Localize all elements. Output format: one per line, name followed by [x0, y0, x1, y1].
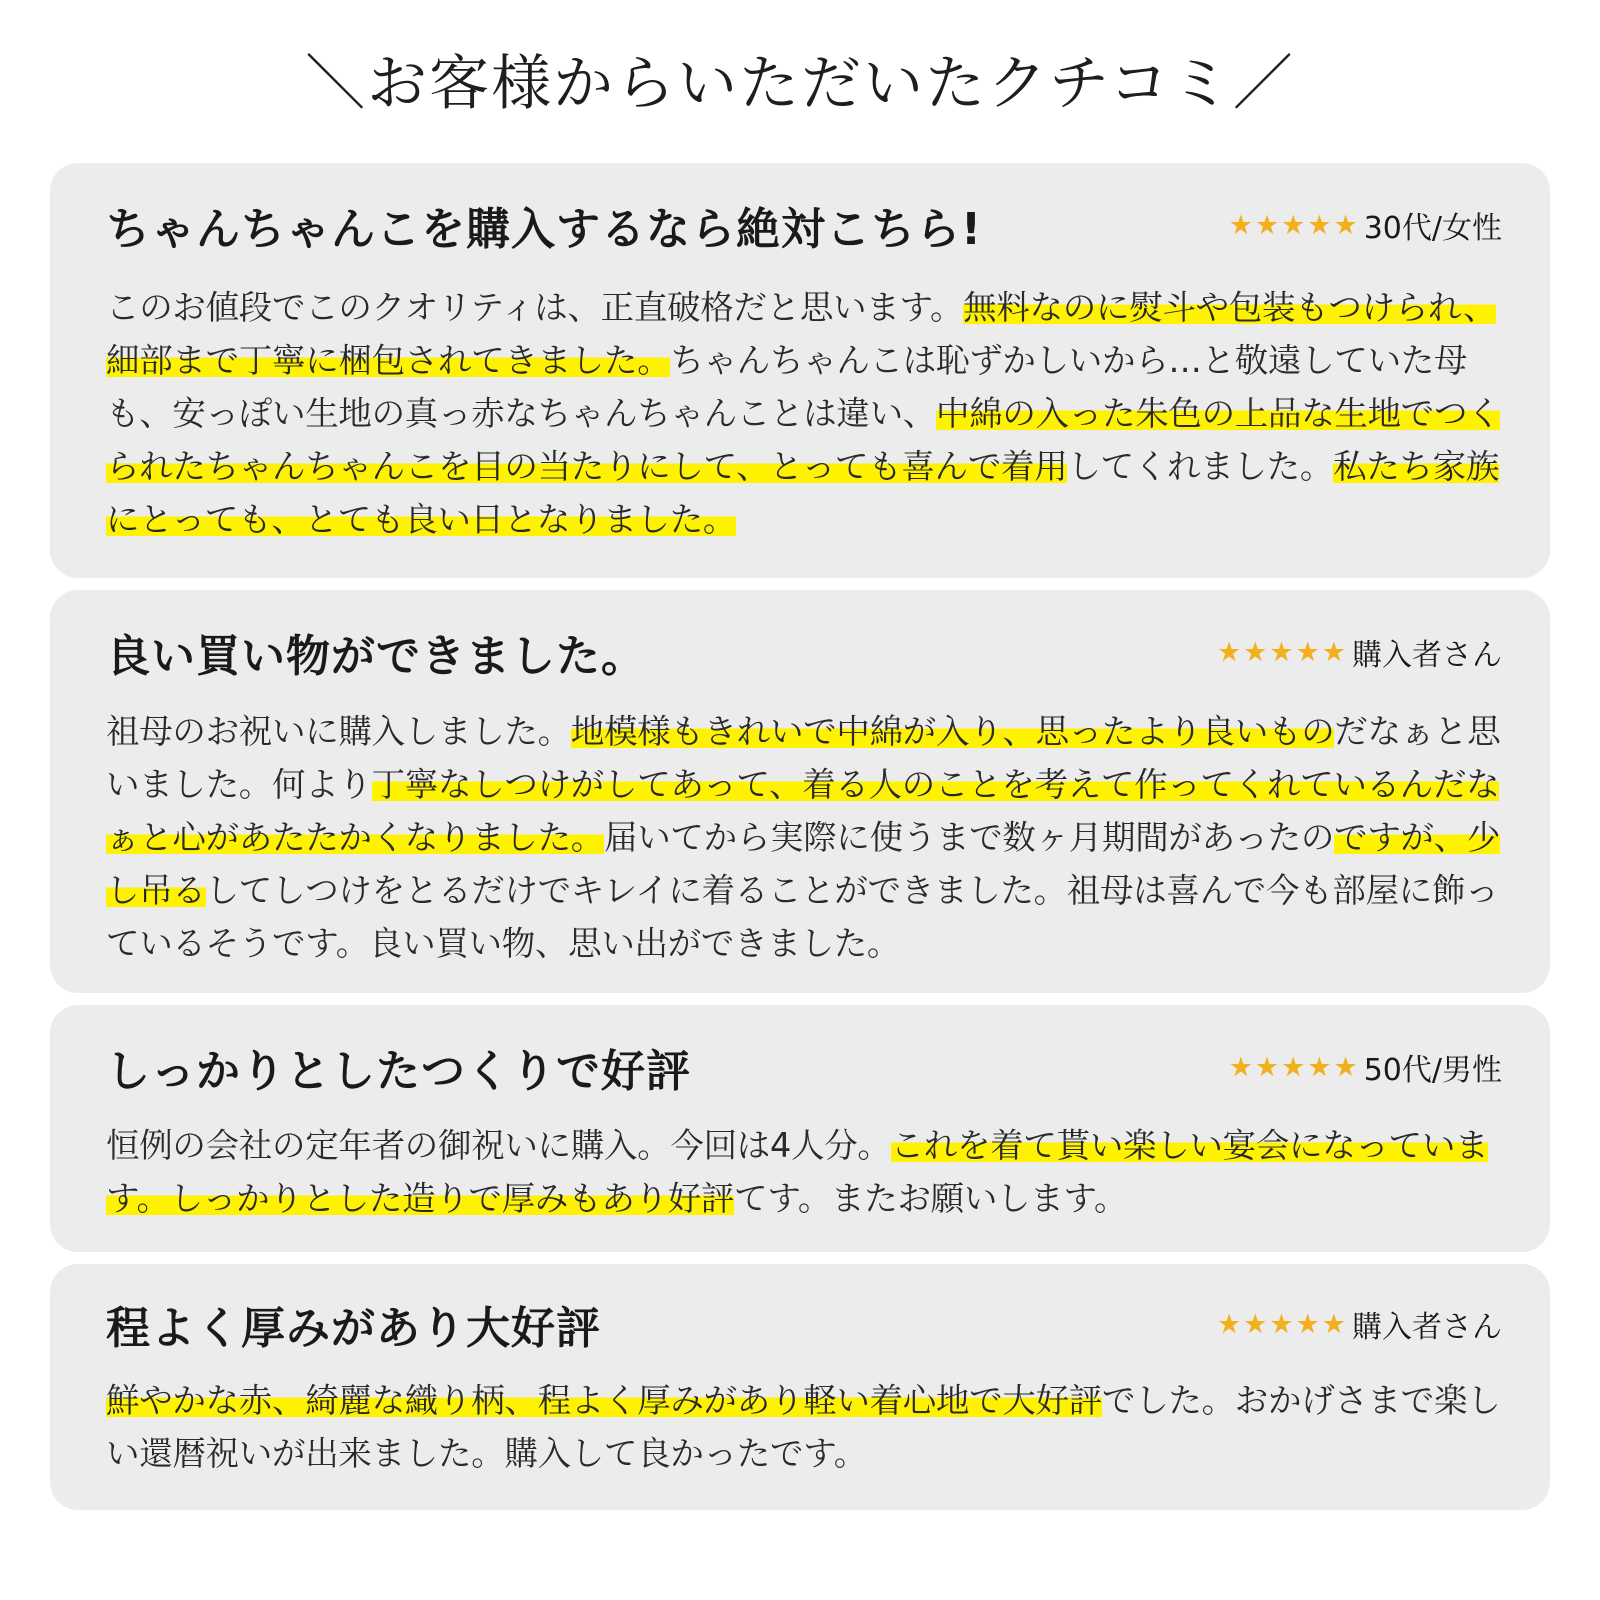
review-text: このお値段でこのクオリティは、正直破格だと思います。: [106, 288, 964, 327]
review-highlight: 丁寧なしつけがしてあって、着る人のことを考えて作ってくれているんだなぁと心があたたかくなりました。: [106, 765, 1500, 857]
review-text: でした。おかげさまで楽しい還暦祝いが出来ました。購入して良かったです。: [106, 1381, 1501, 1473]
review-highlight: 無料なのに熨斗や包装もつけられ、細部まで丁寧に梱包されてきました。: [106, 288, 1497, 380]
reviewer-label: 30代/女性: [1363, 211, 1502, 246]
star-rating-icon: ★★★★★: [1216, 636, 1348, 668]
review-header: [106, 590, 1502, 682]
page-title: ＼お客様からいただいたクチコミ／: [305, 49, 1295, 119]
review-card: [50, 1264, 1550, 1510]
review-text: 祖母のお祝いに購入しました。: [106, 712, 571, 751]
star-rating-icon: ★★★★★: [1228, 209, 1360, 241]
review-text: ちゃんちゃんこは恥ずかしいから…と敬遠していた母も、安っぽい生地の真っ赤なちゃんちゃんことは違い、: [106, 341, 1468, 433]
review-text: 恒例の会社の定年者の御祝いに購入。今回は4人分。: [106, 1126, 891, 1165]
review-title: ちゃんちゃんこを購入するなら絶対こちら!: [106, 204, 983, 255]
review-highlight: 鮮やかな赤、綺麗な織り柄、程よく厚みがあり軽い着心地で大好評: [106, 1381, 1102, 1420]
review-text: してくれました。: [1067, 447, 1334, 486]
review-body: [106, 1374, 1510, 1480]
review-meta: [1229, 1045, 1502, 1089]
reviewer-label: 購入者さん: [1352, 638, 1502, 673]
review-meta: [1229, 203, 1502, 247]
review-highlight: ですが、少し吊る: [106, 818, 1501, 910]
review-highlight: 私たち家族にとっても、とても良い日となりました。: [106, 447, 1500, 539]
reviewer-label: 購入者さん: [1352, 1310, 1502, 1345]
review-text: だなぁと思いました。何より: [106, 712, 1501, 804]
review-title: しっかりとしたつくりで好評: [106, 1046, 691, 1097]
star-rating-icon: ★★★★★: [1216, 1308, 1348, 1340]
review-meta: [1217, 1302, 1502, 1346]
review-text: てす。またお願いします。: [734, 1179, 1128, 1218]
review-highlight: これを着て貰い楽しい宴会になっています。: [106, 1126, 1489, 1218]
review-title: 程よく厚みがあり大好評: [106, 1303, 601, 1354]
review-title: 良い買い物ができました。: [106, 631, 646, 682]
review-highlight: 地模様もきれいで中綿が入り、思ったより良いもの: [570, 712, 1335, 751]
review-highlight: しっかりとした造りで厚みもあり好評: [169, 1179, 735, 1218]
review-body: [106, 1119, 1510, 1225]
review-header: [106, 163, 1502, 255]
review-text: してしつけをとるだけでキレイに着ることができました。祖母は喜んで今も部屋に飾っているそうです。良い買い物、思い出ができました。: [106, 871, 1499, 963]
review-meta: [1217, 630, 1502, 674]
reviewer-label: 50代/男性: [1363, 1053, 1502, 1088]
review-card: [50, 1005, 1550, 1252]
review-text: 届いてから実際に使うまで数ヶ月期間があったの: [604, 818, 1335, 857]
review-body: [106, 705, 1510, 970]
review-header: [106, 1005, 1502, 1097]
star-rating-icon: ★★★★★: [1228, 1051, 1360, 1083]
review-highlight: 中綿の入った朱色の上品な生地でつくられたちゃんちゃんこを目の当たりにして、とっても喜んで着用: [106, 394, 1501, 486]
review-header: [106, 1264, 1502, 1354]
review-card: [50, 590, 1550, 993]
review-card: [50, 163, 1550, 578]
review-body: [106, 281, 1510, 546]
